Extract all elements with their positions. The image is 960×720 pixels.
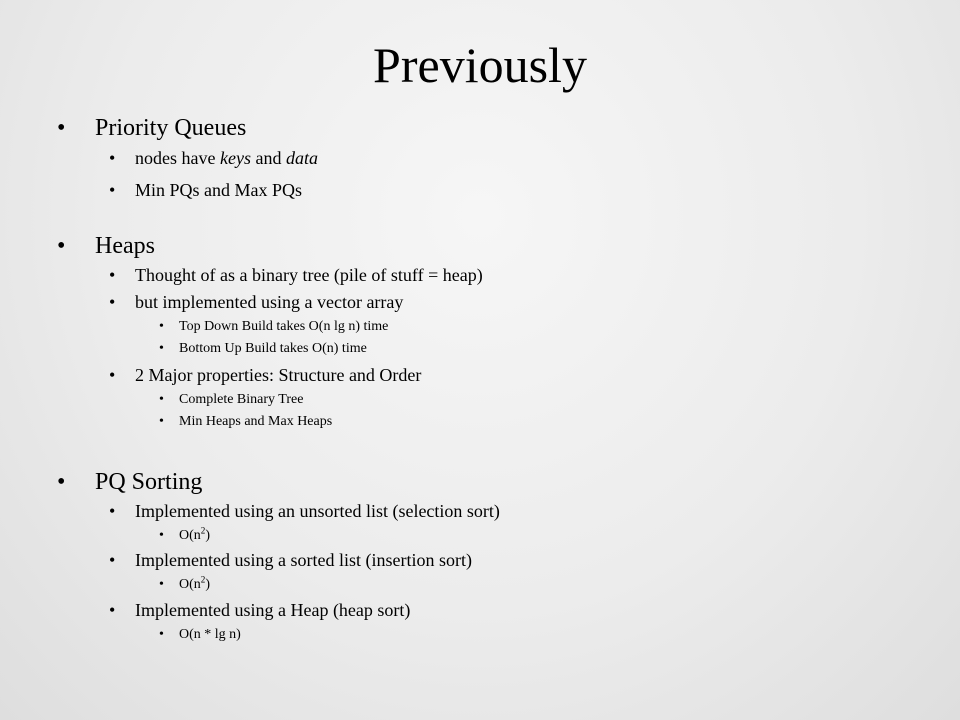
bullet-icon: •	[109, 292, 116, 312]
bullet-heap-sort	[109, 598, 411, 622]
complexity-base: O(n	[179, 577, 201, 592]
bullet-icon: •	[57, 115, 66, 141]
bullet-text: Implemented using a sorted list (insertion sort)	[135, 550, 472, 570]
bullet-heap-complexity	[159, 626, 241, 644]
bullet-nodes-keys-data	[109, 146, 318, 170]
bullet-icon: •	[57, 469, 66, 495]
bullet-priority-queues	[57, 113, 247, 143]
keys-italic: keys	[219, 148, 251, 168]
bullet-bottom-up-build	[159, 340, 367, 358]
bullet-icon: •	[109, 148, 116, 168]
data-italic: data	[285, 148, 318, 168]
bullet-top-down-build	[159, 318, 389, 336]
complexity-close: )	[205, 577, 210, 592]
bullet-text: Implemented using a Heap (heap sort)	[135, 600, 411, 620]
complexity-exponent: 2	[200, 574, 206, 585]
bullet-text: Bottom Up Build takes O(n) time	[179, 341, 367, 356]
slide-title: Previously	[373, 37, 587, 93]
bullet-vector-array	[109, 290, 404, 314]
bullet-text: O(n * lg n)	[179, 627, 241, 642]
bullet-text: Min Heaps and Max Heaps	[179, 414, 333, 429]
complexity-exponent: 2	[200, 525, 206, 536]
bullet-text: Complete Binary Tree	[179, 392, 304, 407]
bullet-text: but implemented using a vector array	[135, 292, 404, 312]
bullet-sorted-complexity	[159, 574, 210, 594]
bullet-complete-binary-tree	[159, 391, 304, 409]
bullet-icon: •	[159, 414, 164, 429]
bullet-icon: •	[159, 392, 164, 407]
bullet-icon: •	[109, 600, 116, 620]
bullet-pq-sorting	[57, 467, 203, 497]
bullet-min-max-pqs	[109, 178, 303, 202]
bullet-major-properties	[109, 363, 422, 387]
bullet-binary-tree	[109, 263, 483, 287]
bullet-min-max-heaps	[159, 413, 333, 431]
bullet-text: Implemented using an unsorted list (selection sort)	[135, 501, 500, 521]
bullet-icon: •	[109, 180, 116, 200]
bullet-icon: •	[109, 365, 116, 385]
bullet-unsorted-complexity	[159, 525, 210, 545]
bullet-icon: •	[159, 341, 164, 356]
bullet-icon: •	[57, 233, 66, 259]
bullet-sorted-list	[109, 548, 472, 572]
bullet-text-prefix: nodes have	[135, 148, 220, 168]
bullet-icon: •	[159, 528, 164, 543]
bullet-icon: •	[109, 550, 116, 570]
bullet-text: Top Down Build takes O(n lg n) time	[179, 319, 389, 334]
bullet-text: Heaps	[95, 233, 155, 259]
complexity-base: O(n	[179, 528, 201, 543]
bullet-text: 2 Major properties: Structure and Order	[135, 365, 422, 385]
bullet-icon: •	[109, 265, 116, 285]
bullet-unsorted-list	[109, 499, 500, 523]
bullet-text: Thought of as a binary tree (pile of stuff = heap)	[135, 265, 483, 285]
bullet-text-and: and	[250, 148, 286, 168]
bullet-text: PQ Sorting	[95, 469, 203, 495]
bullet-icon: •	[109, 501, 116, 521]
bullet-icon: •	[159, 577, 164, 592]
complexity-close: )	[205, 528, 210, 543]
bullet-text: Min PQs and Max PQs	[135, 180, 303, 200]
bullet-icon: •	[159, 627, 164, 642]
bullet-text: Priority Queues	[95, 115, 247, 141]
bullet-heaps	[57, 231, 155, 261]
bullet-icon: •	[159, 319, 164, 334]
